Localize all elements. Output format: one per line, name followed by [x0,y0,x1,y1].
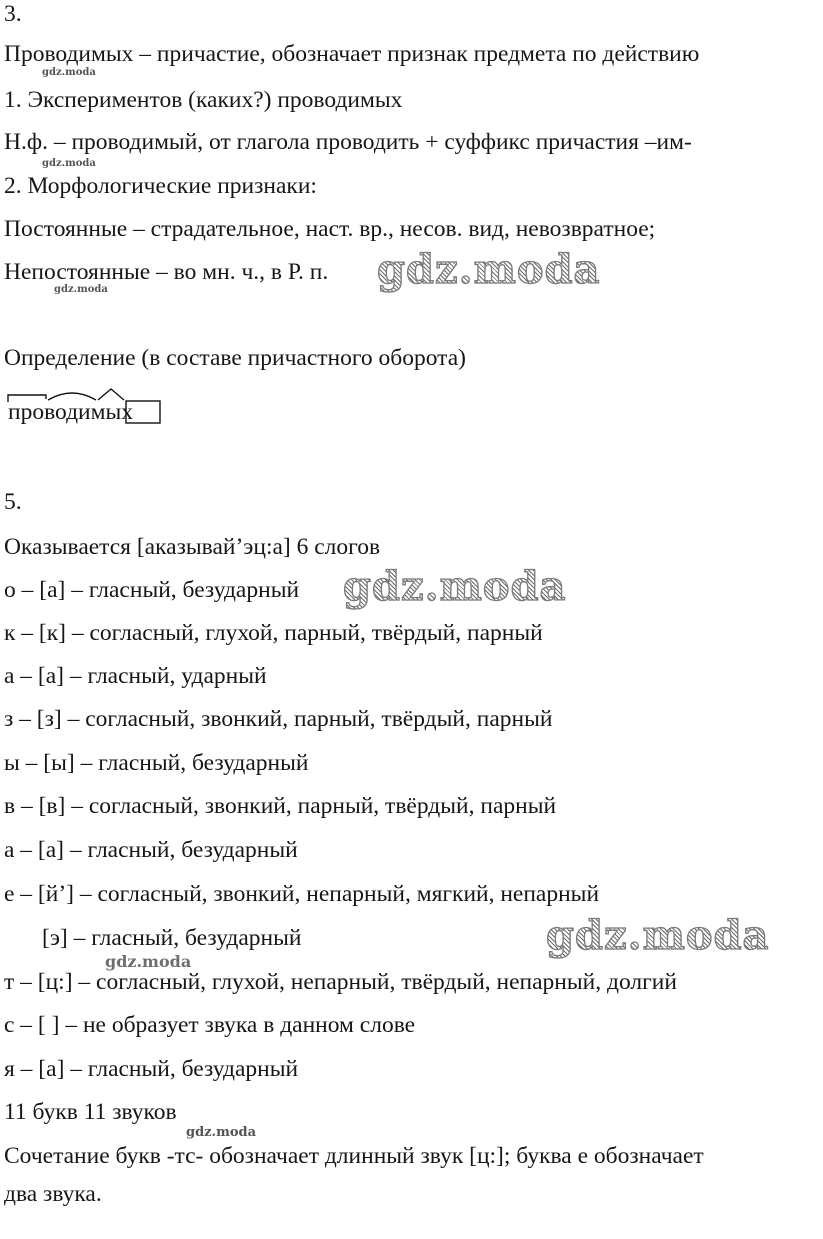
ending: ых [105,399,134,425]
text-line: е – [й’] – согласный, звонкий, непарный, мягкий, непарный [4,881,600,907]
morpheme-word [8,398,133,426]
task-number-3: 3. [4,1,22,27]
text-line: 2. Морфологические признаки: [4,173,317,199]
text-line: а – [а] – гласный, ударный [4,663,267,689]
watermark: gdz.moda [546,912,770,959]
watermark: gdz.moda [42,158,96,169]
text-line: Н.ф. – проводимый, от глагола проводить + суффикс причастия –им- [4,129,692,155]
text-line: т – [ц:] – согласный, глухой, непарный, твёрдый, непарный, долгий [4,969,677,995]
task-number-5: 5. [4,489,22,515]
text-line: а – [а] – гласный, безударный [4,837,298,863]
text-line: з – [з] – согласный, звонкий, парный, твёрдый, парный [4,706,553,732]
suffix: им [78,399,106,425]
text-line: я – [а] – гласный, безударный [4,1056,299,1082]
text-line: два звука. [4,1181,102,1207]
text-line: Непостоянные – во мн. ч., в Р. п. [4,259,329,285]
watermark: gdz.moda [377,246,601,293]
text-line: ы – [ы] – гласный, безударный [4,750,309,776]
text-line: Определение (в составе причастного оборота) [4,345,466,371]
text-line: к – [к] – согласный, глухой, парный, твёрдый, парный [4,620,543,646]
text-line: Оказывается [аказывай’эц:а] 6 слогов [4,534,381,560]
watermark: gdz.moda [42,67,96,78]
watermark: gdz.moda [186,1125,257,1140]
watermark: gdz.moda [105,952,192,971]
text-line: [э] – гласный, безударный [42,925,302,951]
root: вод [44,399,79,425]
prefix: про [8,399,45,425]
text-line: Постоянные – страдательное, наст. вр., несов. вид, невозвратное; [4,216,656,242]
watermark: gdz.moda [54,284,108,295]
text-line: 11 букв 11 звуков [4,1099,177,1125]
text-line: в – [в] – согласный, звонкий, парный, твёрдый, парный [4,793,557,819]
morpheme-parse [6,386,176,436]
text-line: Сочетание букв -тс- обозначает длинный звук [ц:]; буква е обозначает [4,1143,704,1169]
text-line: с – [ ] – не образует звука в данном слове [4,1012,416,1038]
text-line: 1. Экспериментов (каких?) проводимых [4,87,403,113]
watermark: gdz.moda [343,563,567,610]
text-line: о – [а] – гласный, безударный [4,577,300,603]
text-line: Проводимых – причастие, обозначает признак предмета по действию [4,41,700,67]
